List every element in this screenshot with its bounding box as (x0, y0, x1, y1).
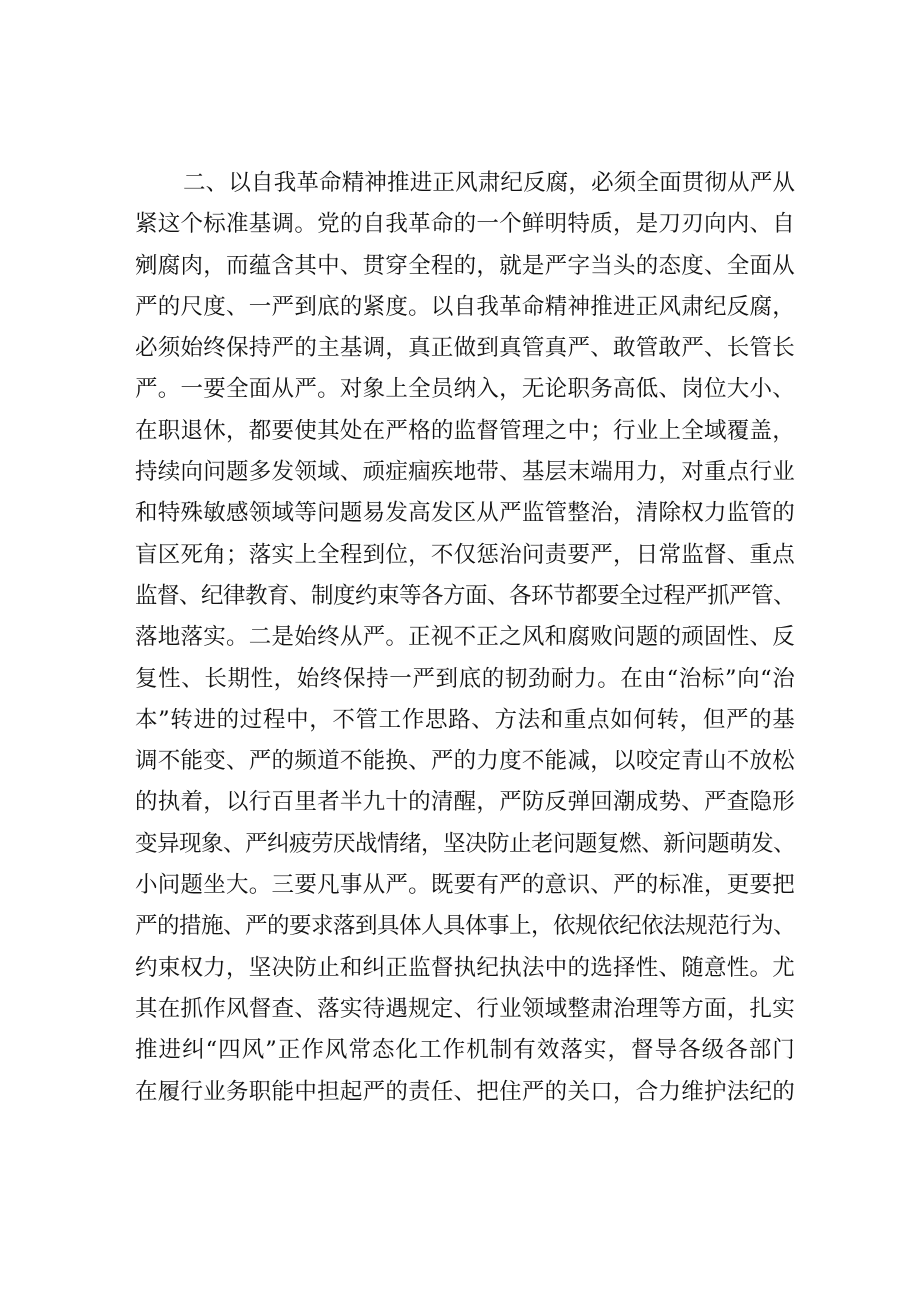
text-line: 持续向问题多发领域、顽症痼疾地带、基层末端用力，对重点行业 (135, 459, 795, 486)
text-line: 必须始终保持严的主基调，真正做到真管真严、敢管敢严、长管长 (135, 335, 795, 362)
text-line: 本”转进的过程中，不管工作思路、方法和重点如何转，但严的基 (135, 706, 795, 733)
text-line: 二、以自我革命精神推进正风肃纪反腐，必须全面贯彻从严从 (183, 170, 795, 196)
text-line: 监督、纪律教育、制度约束等各方面、各环节都要全过程严抓严管、 (135, 582, 795, 609)
text-line: 盲区死角；落实上全程到位，不仅惩治问责要严，日常监督、重点 (135, 541, 795, 568)
text-line: 和特殊敏感领域等问题易发高发区从严监管整治，清除权力监管的 (135, 500, 795, 527)
text-line: 调不能变、严的频道不能换、严的力度不能减，以咬定青山不放松 (135, 748, 795, 775)
text-line: 变异现象、严纠疲劳厌战情绪，坚决防止老问题复燃、新问题萌发、 (135, 830, 795, 857)
text-line: 约束权力，坚决防止和纠正监督执纪执法中的选择性、随意性。尤 (135, 954, 795, 981)
text-line: 推进纠“四风”正作风常态化工作机制有效落实，督导各级各部门 (135, 1037, 795, 1064)
text-line: 严的尺度、一严到底的紧度。以自我革命精神推进正风肃纪反腐， (135, 293, 795, 320)
text-line: 落地落实。二是始终从严。正视不正之风和腐败问题的顽固性、反 (135, 624, 795, 651)
body-paragraph (135, 163, 795, 1113)
text-line: 剜腐肉，而蕴含其中、贯穿全程的，就是严字当头的态度、全面从 (135, 252, 795, 279)
text-line: 小问题坐大。三要凡事从严。既要有严的意识、严的标准，更要把 (135, 872, 795, 899)
text-line: 复性、长期性，始终保持一严到底的韧劲耐力。在由“治标”向“治 (135, 665, 795, 692)
text-line: 严。一要全面从严。对象上全员纳入，无论职务高低、岗位大小、 (135, 376, 795, 403)
text-line: 严的措施、严的要求落到具体人具体事上，依规依纪依法规范行为、 (135, 913, 795, 940)
text-line: 其在抓作风督查、落实待遇规定、行业领域整肃治理等方面，扎实 (135, 995, 795, 1022)
text-line: 在职退休，都要使其处在严格的监督管理之中；行业上全域覆盖， (135, 417, 795, 444)
text-line: 在履行业务职能中担起严的责任、把住严的关口，合力维护法纪的 (135, 1078, 795, 1105)
text-line: 紧这个标准基调。党的自我革命的一个鲜明特质，是刀刃向内、自 (135, 211, 795, 238)
text-line: 的执着，以行百里者半九十的清醒，严防反弹回潮成势、严查隐形 (135, 789, 795, 816)
